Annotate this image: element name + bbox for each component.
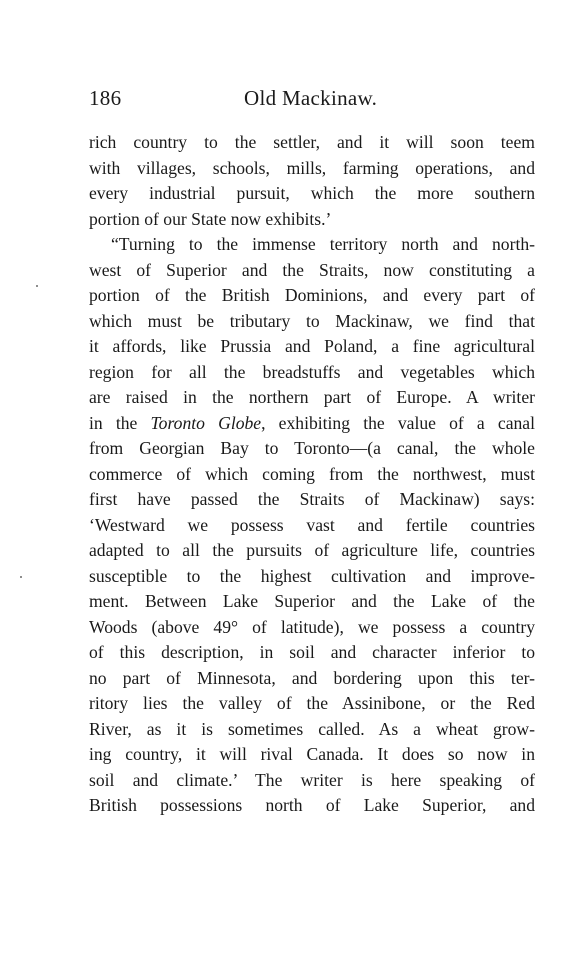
text-line: ing country, it will rival Canada. It does so now in bbox=[89, 744, 535, 764]
text-segment: in the bbox=[89, 412, 151, 433]
text-line: British possessions north of Lake Superior, and bbox=[89, 795, 535, 815]
text-line: adapted to all the pursuits of agriculture life, countries bbox=[89, 540, 535, 560]
newspaper-title: Toronto Globe bbox=[150, 412, 262, 433]
text-line-with-italic bbox=[89, 411, 535, 437]
text-line: rich country to the settler, and it will soon teem bbox=[89, 132, 535, 152]
scan-speck bbox=[20, 576, 22, 578]
text-line: susceptible to the highest cultivation and improve- bbox=[89, 565, 535, 586]
text-line: soil and climate.’ The writer is here speaking of bbox=[89, 769, 535, 790]
text-line: portion of our State now exhibits.’ bbox=[89, 208, 332, 229]
running-title: Old Mackinaw. bbox=[244, 86, 378, 110]
text-line: west of Superior and the Straits, now constituting a bbox=[89, 259, 535, 280]
text-line: every industrial pursuit, which the more southern bbox=[89, 183, 535, 203]
scan-speck bbox=[36, 285, 38, 287]
text-line: of this description, in soil and character inferior to bbox=[89, 642, 535, 662]
text-line: from Georgian Bay to Toronto—(a canal, the whole bbox=[89, 438, 535, 458]
text-line: with villages, schools, mills, farming operations, and bbox=[89, 157, 535, 178]
text-line: “Turning to the immense territory north and north- bbox=[111, 234, 535, 254]
text-line: which must be tributary to Mackinaw, we find that bbox=[89, 310, 535, 331]
text-line: portion of the British Dominions, and every part of bbox=[89, 285, 535, 305]
text-line: are raised in the northern part of Europe. A writer bbox=[89, 387, 535, 407]
text-line: region for all the breadstuffs and vegetables which bbox=[89, 361, 535, 382]
text-line: ment. Between Lake Superior and the Lake of the bbox=[89, 591, 535, 611]
body-text bbox=[89, 130, 535, 819]
text-line: first have passed the Straits of Mackinaw) says: bbox=[89, 489, 535, 509]
text-line: Woods (above 49° of latitude), we possess a country bbox=[89, 616, 535, 637]
text-segment: , exhibiting the value of a canal bbox=[261, 412, 536, 433]
text-line: commerce of which coming from the northwest, must bbox=[89, 463, 535, 484]
page-header bbox=[89, 86, 535, 116]
text-line: ritory lies the valley of the Assinibone, or the Red bbox=[89, 693, 535, 713]
page-number: 186 bbox=[89, 86, 122, 110]
text-line: no part of Minnesota, and bordering upon this ter- bbox=[89, 667, 535, 688]
text-line: it affords, like Prussia and Poland, a fine agricultural bbox=[89, 336, 535, 356]
text-line: ‘Westward we possess vast and fertile countries bbox=[89, 514, 535, 535]
text-line: River, as it is sometimes called. As a wheat grow- bbox=[89, 718, 535, 739]
